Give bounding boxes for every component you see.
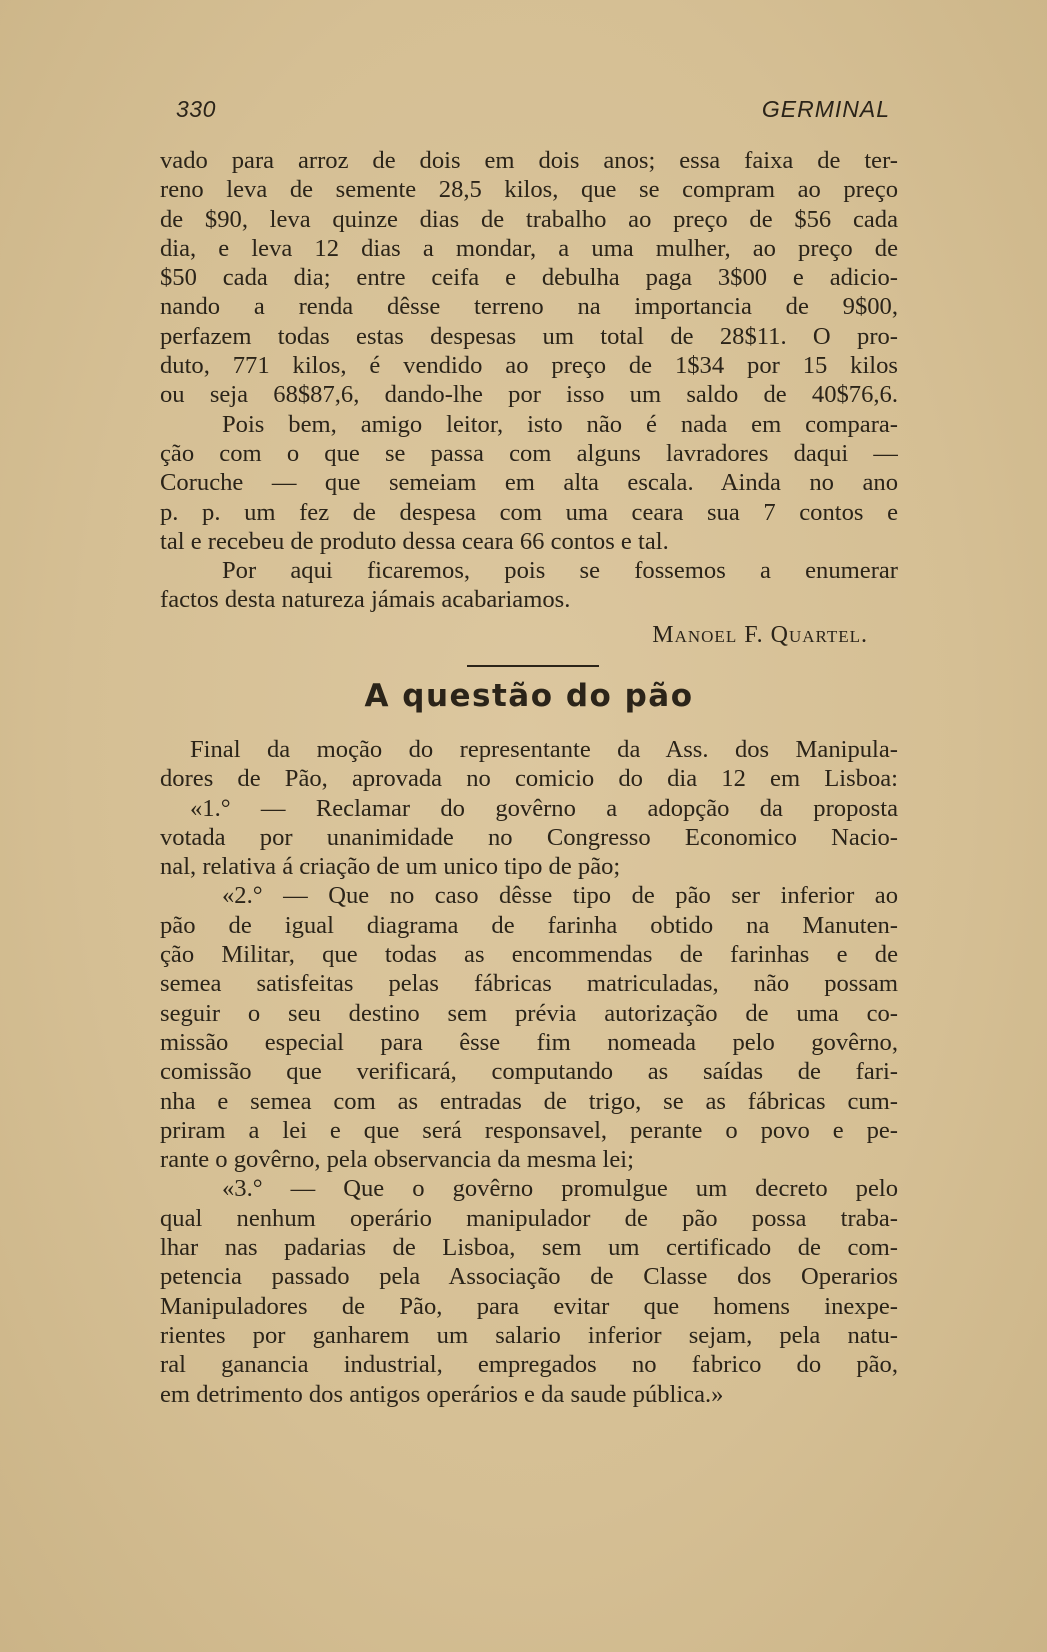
text-line: nha e semea com as entradas de trigo, se as fábricas cum- xyxy=(160,1087,898,1115)
text-line: nal, relativa á criação de um unico tipo de pão; xyxy=(160,853,621,881)
text-line: Manipuladores de Pão, para evitar que homens inexpe- xyxy=(160,1292,898,1320)
page-header xyxy=(176,96,890,130)
text-line: em detrimento dos antigos operários e da saude pública.» xyxy=(160,1380,724,1408)
text-line: priram a lei e que será responsavel, perante o povo e pe- xyxy=(160,1116,898,1144)
text-line: $50 cada dia; entre ceifa e debulha paga 3$00 e adicio- xyxy=(160,264,898,292)
text-line: votada por unanimidade no Congresso Economico Nacio- xyxy=(160,823,898,851)
text-line: semea satisfeitas pelas fábricas matriculadas, não possam xyxy=(160,970,898,998)
text-line: tal e recebeu de produto dessa ceara 66 contos e tal. xyxy=(160,527,669,555)
author-name: Manoel F. Quartel. xyxy=(652,622,868,648)
text-line: perfazem todas estas despesas um total de 28$11. O pro- xyxy=(160,322,898,350)
article-rice-costs xyxy=(160,146,898,615)
page-number: 330 xyxy=(176,96,216,122)
text-line: de $90, leva quinze dias de trabalho ao preço de $56 cada xyxy=(160,205,898,233)
text-line: dores de Pão, aprovada no comicio do dia 12 em Lisboa: xyxy=(160,765,898,793)
article-bread-question xyxy=(160,735,898,1409)
text-line: factos desta natureza jámais acabariamos. xyxy=(160,586,571,614)
text-line: «2.° — Que no caso dêsse tipo de pão ser inferior ao xyxy=(222,882,898,910)
author-signature xyxy=(160,622,898,649)
text-line: rientes por ganharem um salario inferior sejam, pela natu- xyxy=(160,1321,898,1349)
text-line: vado para arroz de dois em dois anos; essa faixa de ter- xyxy=(160,147,898,174)
section-title: A questão do pão xyxy=(364,678,694,714)
text-line: seguir o seu destino sem prévia autorização de uma co- xyxy=(160,999,898,1027)
section-divider xyxy=(467,665,599,667)
text-line: comissão que verificará, computando as saídas de fari- xyxy=(160,1058,898,1086)
text-line: ção com o que se passa com alguns lavradores daqui — xyxy=(160,439,898,467)
text-line: Pois bem, amigo leitor, isto não é nada em compara- xyxy=(222,410,898,438)
text-line: missão especial para êsse fim nomeada pelo govêrno, xyxy=(160,1028,898,1056)
text-line: Coruche — que semeiam em alta escala. Ainda no ano xyxy=(160,469,898,497)
running-title: GERMINAL xyxy=(761,96,890,122)
text-line: duto, 771 kilos, é vendido ao preço de 1$34 por 15 kilos xyxy=(160,352,898,380)
text-line: pão de igual diagrama de farinha obtido na Manuten- xyxy=(160,911,898,939)
text-line: «1.° — Reclamar do govêrno a adopção da proposta xyxy=(190,794,898,822)
text-line: nando a renda dêsse terreno na importancia de 9$00, xyxy=(160,293,898,321)
text-line: ral ganancia industrial, empregados no fabrico do pão, xyxy=(160,1351,898,1379)
text-line: «3.° — Que o govêrno promulgue um decreto pelo xyxy=(222,1175,898,1203)
text-line: Por aqui ficaremos, pois se fossemos a enumerar xyxy=(222,557,898,585)
text-line: dia, e leva 12 dias a mondar, a uma mulher, ao preço de xyxy=(160,234,898,262)
text-line: ção Militar, que todas as encommendas de farinhas e de xyxy=(160,941,898,969)
text-line: petencia passado pela Associação de Classe dos Operarios xyxy=(160,1263,898,1291)
text-line: Final da moção do representante da Ass. dos Manipula- xyxy=(190,736,898,763)
text-line: rante o govêrno, pela observancia da mesma lei; xyxy=(160,1146,634,1174)
text-line: lhar nas padarias de Lisboa, sem um certificado de com- xyxy=(160,1234,898,1262)
text-line: qual nenhum operário manipulador de pão possa traba- xyxy=(160,1204,898,1232)
text-line: p. p. um fez de despesa com uma ceara sua 7 contos e xyxy=(160,498,898,526)
text-line: ou seja 68$87,6, dando-lhe por isso um saldo de 40$76,6. xyxy=(160,381,898,409)
text-line: reno leva de semente 28,5 kilos, que se compram ao preço xyxy=(160,176,898,204)
